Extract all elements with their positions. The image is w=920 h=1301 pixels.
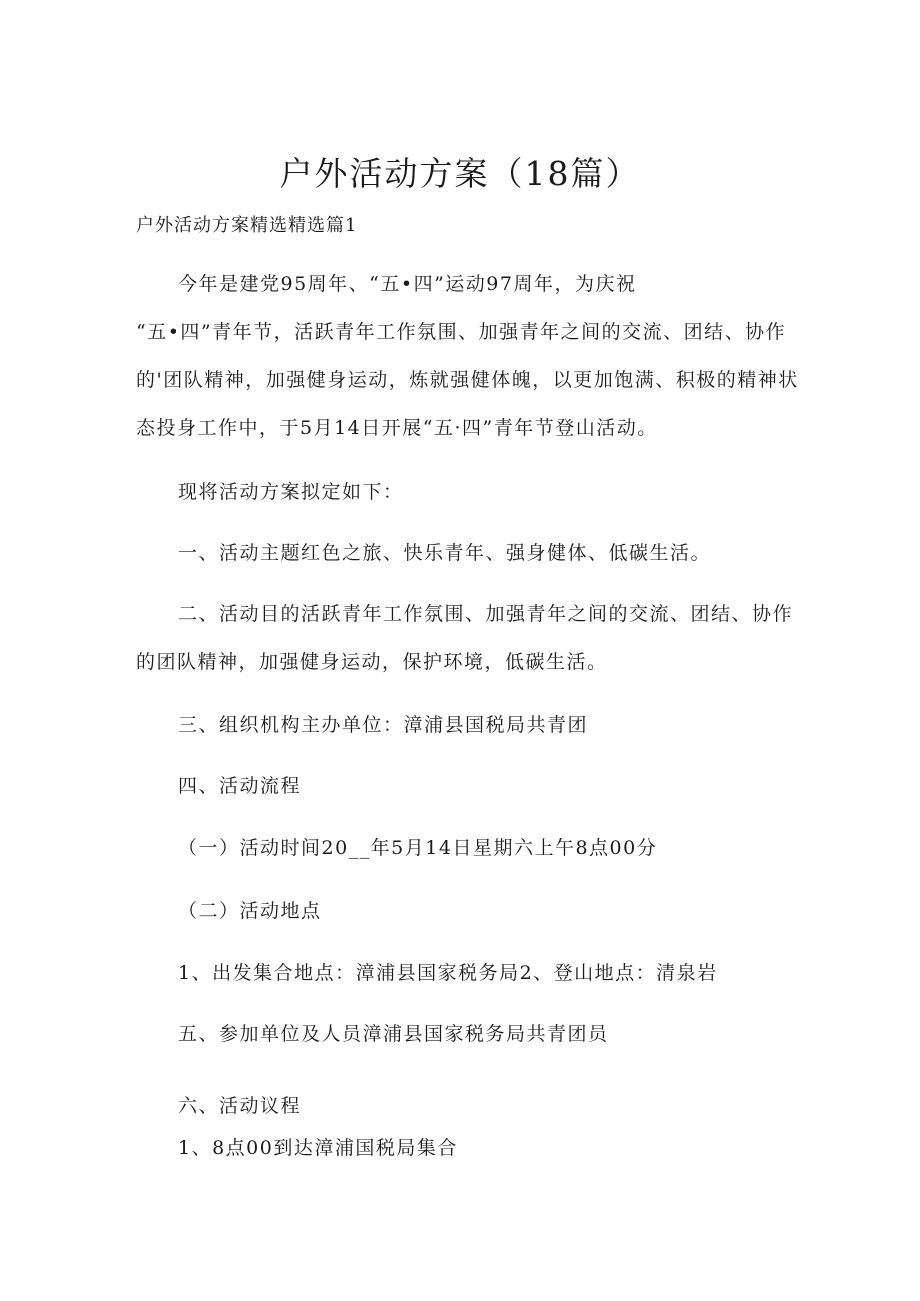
item-5-participants: 五、参加单位及人员漳浦县国家税务局共青团员 [178, 1023, 609, 1045]
item-4-location-heading: （二）活动地点 [178, 900, 322, 922]
item-6-agenda: 六、活动议程 [178, 1095, 302, 1117]
document-title: 户外活动方案（18篇） [279, 154, 641, 193]
intro-line-3: 的'团队精神，加强健身运动，炼就强健体魄，以更加饱满、积极的精神状 [136, 369, 799, 391]
plan-intro: 现将活动方案拟定如下： [178, 481, 404, 503]
section-heading: 户外活动方案精选精选篇1 [136, 215, 358, 236]
item-3-organizer: 三、组织机构主办单位：漳浦县国税局共青团 [178, 714, 589, 736]
item-4-location-detail: 1、出发集合地点：漳浦县国家税务局2、登山地点：清泉岩 [178, 962, 718, 984]
intro-line-4: 态投身工作中，于5月14日开展“五·四”青年节登山活动。 [136, 417, 658, 439]
item-4-time: （一）活动时间20__年5月14日星期六上午8点00分 [178, 837, 658, 859]
intro-line-2: “五•四”青年节，活跃青年工作氛围、加强青年之间的交流、团结、协作 [136, 321, 787, 343]
item-6-agenda-step-1: 1、8点00到达漳浦国税局集合 [178, 1137, 458, 1159]
intro-line-1: 今年是建党95周年、“五•四”运动97周年，为庆祝 [178, 273, 637, 295]
item-2-purpose-line-2: 的团队精神，加强健身运动，保护环境，低碳生活。 [136, 651, 608, 673]
item-4-process: 四、活动流程 [178, 775, 302, 797]
item-2-purpose-line-1: 二、活动目的活跃青年工作氛围、加强青年之间的交流、团结、协作 [178, 603, 794, 625]
item-1-theme: 一、活动主题红色之旅、快乐青年、强身健体、低碳生活。 [178, 542, 712, 564]
